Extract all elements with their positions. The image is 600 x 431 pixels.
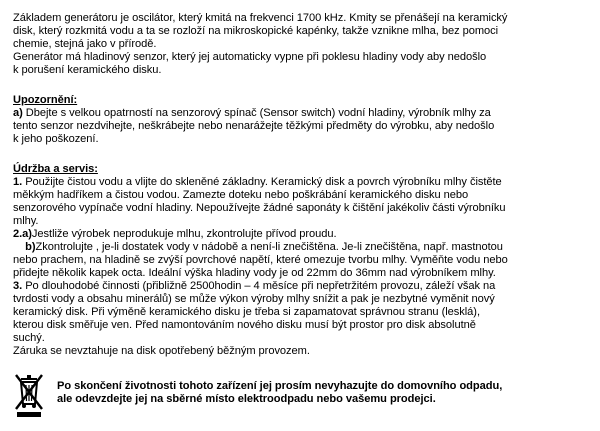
disposal-notice-line: ale odevzdejte jej na sběrné místo elektroodpadu nebo vašemu prodejci. (57, 393, 436, 405)
maintenance-line: suchý. (13, 332, 45, 344)
maintenance-line-text: Po dlouhodobé činnosti (přibližně 2500hodin – 4 měsíce při nepřetržitém provozu, záleží však na (22, 280, 496, 292)
maintenance-item-marker: 2.a) (13, 228, 32, 240)
maintenance-line: nebo prachem, na hladině se zvýší povrchové napětí, které omezuje tvorbu mlhy. Vyměňte vodu nebo (13, 254, 508, 266)
disposal-notice-line: Po skončení životnosti tohoto zařízení jej prosím nevyhazujte do domovního odpadu, (57, 380, 503, 392)
intro-line: k porušení keramického disku. (13, 64, 162, 76)
maintenance-line: tvrdosti vody a obsahu minerálů) se může výkon výroby mlhy snížit a pak je nezbytné vyměnit nový (13, 293, 495, 305)
warning-line-text: Dbejte s velkou opatrností na senzorový spínač (Sensor switch) vodní hladiny, výrobník mlhy za (22, 107, 491, 119)
warning-heading: Upozornění: (13, 94, 78, 106)
warning-line (13, 107, 491, 120)
maintenance-line: přidejte několik kapek octa. Ideální výška hladiny vody je od 22mm do 36mm nad výrobníkem mlhy. (13, 267, 496, 279)
maintenance-line: měkkým hadříkem a čistou vodou. Zamezte doteku nebo poškrábání keramického disku nebo (13, 189, 469, 201)
maintenance-heading: Údržba a servis: (13, 163, 98, 175)
warning-line: tento senzor nezdvihejte, neškrábejte nebo nenarážejte těžkými předměty do výrobku, aby nedošlo (13, 120, 495, 132)
maintenance-line-text: Zkontrolujte , je-li dostatek vody v nádobě a není-li znečištěna. Je-li znečištěna, např. mastnotou (35, 241, 503, 253)
maintenance-item-marker: 1. (13, 176, 23, 188)
maintenance-line: senzorového vypínače vodní hladiny. Nepoužívejte žádné saponáty k čištění jakékoliv části výrobníku (13, 202, 506, 214)
maintenance-line: keramický disk. Při výměně keramického disku je třeba si zapamatovat správnou stranu (lesklá), (13, 306, 480, 318)
maintenance-line-text: Jestliže výrobek neprodukuje mlhu, zkontrolujte přívod proudu. (31, 228, 337, 240)
warning-line: k jeho poškození. (13, 133, 99, 145)
maintenance-line (13, 176, 502, 189)
maintenance-item-marker: b) (13, 241, 36, 253)
intro-line: disk, který rozkmitá vodu a ta se rozloží na mikroskopické kapénky, takže vznikne mlha, bez pomoci (13, 25, 499, 37)
maintenance-line (13, 241, 503, 254)
intro-line: Základem generátoru je oscilátor, který kmitá na frekvenci 1700 kHz. Kmity se přenášejí na keramický (13, 12, 508, 24)
maintenance-line (13, 228, 337, 241)
maintenance-line (13, 280, 495, 293)
weee-crossed-bin-icon (11, 372, 47, 418)
maintenance-line: Záruka se nevztahuje na disk opotřebený běžným provozem. (13, 345, 310, 357)
warning-item-marker: a) (13, 107, 23, 119)
maintenance-line: mlhy. (13, 215, 39, 227)
maintenance-item-marker: 3. (13, 280, 23, 292)
intro-line: Generátor má hladinový senzor, který jej automaticky vypne při poklesu hladiny vody aby nedošlo (13, 51, 487, 63)
intro-line: chemie, stejná jako v přírodě. (13, 38, 157, 50)
maintenance-line: kterou disk směřuje ven. Před namontováním nového disku musí být prostor pro disk absolutně (13, 319, 476, 331)
maintenance-line-text: Použijte čistou vodu a vlijte do skleněné základny. Keramický disk a povrch výrobníku mlhy čistěte (22, 176, 502, 188)
